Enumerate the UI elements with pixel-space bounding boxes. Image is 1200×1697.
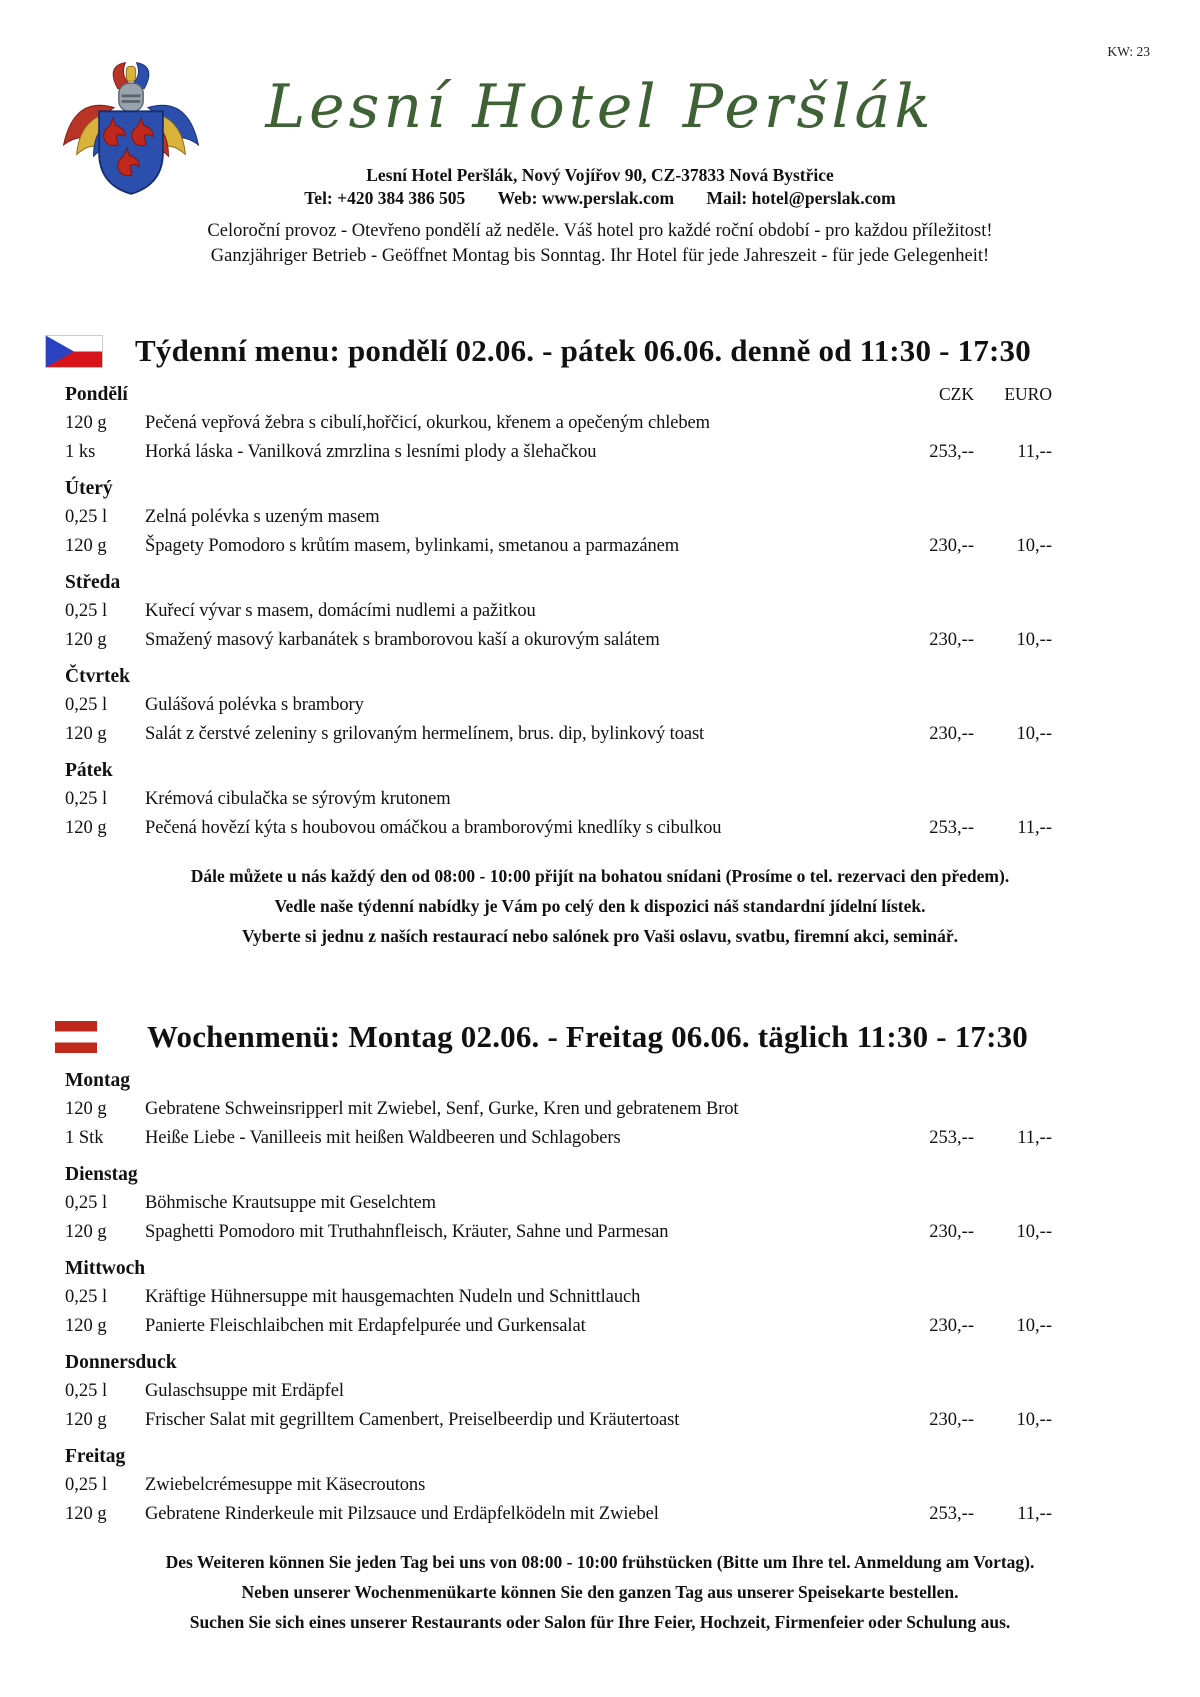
item-quantity: 120 g	[65, 1410, 107, 1430]
menu-note: Dále můžete u nás každý den od 08:00 - 10:00 přijít na bohatou snídani (Prosíme o tel. rezervaci den předem).	[190, 866, 1010, 886]
hotel-crest-logo	[56, 60, 206, 202]
item-description: Salát z čerstvé zeleniny s grilovaným hermelínem, brus. dip, bylinkový toast	[145, 724, 705, 744]
currency-header-euro: EURO	[1004, 384, 1052, 404]
item-description: Gebratene Schweinsripperl mit Zwiebel, Senf, Gurke, Kren und gebratenem Brot	[145, 1099, 739, 1119]
item-price-euro: 11,--	[1017, 442, 1052, 462]
day-header-row	[0, 1254, 1200, 1283]
menu-item-row	[0, 1377, 1200, 1406]
menu-item-row	[0, 626, 1200, 655]
info-line-german: Ganzjähriger Betrieb - Geöffnet Montag bis Sonntag. Ihr Hotel für jede Jahreszeit - für jede Gelegenheit!	[210, 246, 990, 266]
menu-item-row	[0, 1312, 1200, 1341]
day-header-row	[0, 756, 1200, 785]
item-price-czk: 253,--	[929, 1128, 974, 1148]
german-menu-heading: Wochenmenü: Montag 02.06. - Freitag 06.06. täglich 11:30 - 17:30	[147, 1019, 1029, 1054]
day-header-row	[0, 1442, 1200, 1471]
item-quantity: 0,25 l	[65, 695, 108, 715]
item-price-czk: 230,--	[929, 1222, 974, 1242]
hotel-contact-line	[40, 187, 1160, 210]
menu-item-row	[0, 1283, 1200, 1312]
czech-menu-heading: Týdenní menu: pondělí 02.06. - pátek 06.06. denně od 11:30 - 17:30	[135, 333, 1031, 368]
item-price-czk: 230,--	[929, 724, 974, 744]
day-header-row	[0, 474, 1200, 503]
czech-menu-table	[0, 380, 1200, 843]
item-description: Böhmische Krautsuppe mit Geselchtem	[145, 1193, 436, 1213]
item-quantity: 1 ks	[65, 442, 96, 462]
info-line-czech: Celoroční provoz - Otevřeno pondělí až neděle. Váš hotel pro každé roční období - pro každou příležitost!	[207, 221, 993, 241]
item-price-czk: 230,--	[929, 630, 974, 650]
menu-item-row	[0, 720, 1200, 749]
day-name: Montag	[65, 1070, 130, 1091]
menu-item-row	[0, 503, 1200, 532]
menu-note: Vedle naše týdenní nabídky je Vám po celý den k dispozici náš standardní jídelní lístek.	[274, 896, 926, 916]
german-weekly-menu-section	[0, 1015, 1200, 1637]
menu-note: Suchen Sie sich eines unserer Restaurants oder Salon für Ihre Feier, Hochzeit, Firmenfeier oder Schulung aus.	[189, 1612, 1011, 1632]
item-description: Panierte Fleischlaibchen mit Erdapfelpurée und Gurkensalat	[145, 1316, 586, 1336]
menu-item-row	[0, 814, 1200, 843]
day-block	[0, 380, 1200, 467]
day-block	[0, 1348, 1200, 1435]
menu-item-row	[0, 1095, 1200, 1124]
item-price-czk: 230,--	[929, 1316, 974, 1336]
hotel-email: Mail: hotel@perslak.com	[706, 188, 896, 208]
day-block	[0, 756, 1200, 843]
item-quantity: 120 g	[65, 630, 107, 650]
item-price-czk: 253,--	[929, 818, 974, 838]
german-menu-table	[0, 1066, 1200, 1529]
coat-of-arms-icon	[56, 60, 206, 202]
menu-item-row	[0, 785, 1200, 814]
item-price-euro: 10,--	[1016, 536, 1052, 556]
item-quantity: 0,25 l	[65, 1287, 108, 1307]
item-description: Horká láska - Vanilková zmrzlina s lesními plody a šlehačkou	[145, 442, 597, 462]
item-quantity: 1 Stk	[65, 1128, 104, 1148]
item-description: Kuřecí vývar s masem, domácími nudlemi a pažitkou	[145, 601, 536, 621]
item-price-euro: 10,--	[1016, 724, 1052, 744]
item-description: Smažený masový karbanátek s bramborovou kaší a okurovým salátem	[145, 630, 660, 650]
item-description: Gebratene Rinderkeule mit Pilzsauce und Erdäpfelködeln mit Zwiebel	[145, 1504, 659, 1524]
day-block	[0, 568, 1200, 655]
item-quantity: 0,25 l	[65, 1381, 108, 1401]
item-price-euro: 11,--	[1017, 818, 1052, 838]
hotel-address: Lesní Hotel Peršlák, Nový Vojířov 90, CZ-37833 Nová Bystřice	[366, 165, 834, 185]
item-description: Gulášová polévka s brambory	[145, 695, 364, 715]
day-name: Čtvrtek	[65, 666, 130, 687]
day-name: Freitag	[65, 1446, 126, 1467]
item-description: Frischer Salat mit gegrilltem Camenbert, Preiselbeerdip und Kräutertoast	[145, 1410, 680, 1430]
item-description: Spaghetti Pomodoro mit Truthahnfleisch, Kräuter, Sahne und Parmesan	[145, 1222, 669, 1242]
hotel-title: Lesní Hotel Peršlák	[265, 72, 935, 142]
item-price-czk: 253,--	[929, 1504, 974, 1524]
czech-flag-icon	[45, 335, 103, 368]
item-quantity: 120 g	[65, 413, 107, 433]
day-header-row	[0, 1066, 1200, 1095]
day-header-row	[0, 1348, 1200, 1377]
hotel-phone: Tel: +420 384 386 505	[304, 188, 466, 208]
menu-item-row	[0, 1124, 1200, 1153]
item-quantity: 120 g	[65, 818, 107, 838]
item-quantity: 0,25 l	[65, 1475, 108, 1495]
menu-item-row	[0, 1406, 1200, 1435]
czech-menu-notes	[0, 861, 1200, 951]
menu-item-row	[0, 409, 1200, 438]
item-description: Zelná polévka s uzeným masem	[145, 507, 380, 527]
day-name: Mittwoch	[65, 1258, 146, 1279]
item-quantity: 120 g	[65, 724, 107, 744]
menu-note: Neben unserer Wochenmenükarte können Sie den ganzen Tag aus unserer Speisekarte bestellen.	[241, 1582, 959, 1602]
item-price-euro: 10,--	[1016, 1410, 1052, 1430]
item-price-czk: 230,--	[929, 536, 974, 556]
week-number-label: KW: 23	[1107, 44, 1150, 59]
day-header-row	[0, 568, 1200, 597]
item-description: Zwiebelcrémesuppe mit Käsecroutons	[145, 1475, 426, 1495]
item-price-euro: 10,--	[1016, 630, 1052, 650]
menu-item-row	[0, 1218, 1200, 1247]
item-quantity: 120 g	[65, 1222, 107, 1242]
day-header-row	[0, 1160, 1200, 1189]
item-description: Krémová cibulačka se sýrovým krutonem	[145, 789, 451, 809]
document-header	[0, 0, 1200, 269]
item-price-euro: 10,--	[1016, 1316, 1052, 1336]
day-block	[0, 1066, 1200, 1153]
item-quantity: 0,25 l	[65, 1193, 108, 1213]
day-block	[0, 1254, 1200, 1341]
day-name: Úterý	[65, 478, 113, 499]
currency-header-czk: CZK	[939, 384, 974, 404]
menu-note: Vyberte si jednu z naších restaurací nebo salónek pro Vaši oslavu, svatbu, firemní akci, seminář.	[242, 926, 958, 946]
menu-note: Des Weiteren können Sie jeden Tag bei uns von 08:00 - 10:00 frühstücken (Bitte um Ihre tel. Anmeldung am Vortag).	[165, 1552, 1035, 1572]
menu-item-row	[0, 597, 1200, 626]
item-description: Pečená hovězí kýta s houbovou omáčkou a bramborovými knedlíky s cibulkou	[145, 818, 722, 838]
item-description: Kräftige Hühnersuppe mit hausgemachten Nudeln und Schnittlauch	[145, 1287, 641, 1307]
hotel-website: Web: www.perslak.com	[497, 188, 675, 208]
day-block	[0, 1160, 1200, 1247]
item-price-czk: 230,--	[929, 1410, 974, 1430]
item-quantity: 120 g	[65, 1504, 107, 1524]
item-quantity: 120 g	[65, 1099, 107, 1119]
menu-item-row	[0, 1500, 1200, 1529]
austrian-flag-icon	[55, 1021, 97, 1053]
item-quantity: 120 g	[65, 1316, 107, 1336]
item-price-euro: 10,--	[1016, 1222, 1052, 1242]
item-description: Gulaschsuppe mit Erdäpfel	[145, 1381, 344, 1401]
day-name: Středa	[65, 572, 121, 593]
item-description: Pečená vepřová žebra s cibulí,hořčicí, okurkou, křenem a opečeným chlebem	[145, 413, 710, 433]
item-price-czk: 253,--	[929, 442, 974, 462]
item-quantity: 0,25 l	[65, 601, 108, 621]
item-description: Heiße Liebe - Vanilleeis mit heißen Waldbeeren und Schlagobers	[145, 1128, 621, 1148]
czech-weekly-menu-section	[0, 329, 1200, 951]
menu-item-row	[0, 532, 1200, 561]
day-block	[0, 474, 1200, 561]
day-name: Pátek	[65, 760, 113, 781]
item-quantity: 120 g	[65, 536, 107, 556]
day-header-row	[0, 380, 1200, 409]
german-menu-notes	[0, 1547, 1200, 1637]
day-header-row	[0, 662, 1200, 691]
day-name: Pondělí	[65, 384, 128, 405]
menu-item-row	[0, 1471, 1200, 1500]
item-quantity: 0,25 l	[65, 507, 108, 527]
item-description: Špagety Pomodoro s krůtím masem, bylinkami, smetanou a parmazánem	[145, 536, 680, 556]
menu-item-row	[0, 438, 1200, 467]
day-name: Dienstag	[65, 1164, 138, 1185]
menu-item-row	[0, 1189, 1200, 1218]
day-block	[0, 662, 1200, 749]
day-block	[0, 1442, 1200, 1529]
item-price-euro: 11,--	[1017, 1504, 1052, 1524]
item-quantity: 0,25 l	[65, 789, 108, 809]
menu-item-row	[0, 691, 1200, 720]
item-price-euro: 11,--	[1017, 1128, 1052, 1148]
day-name: Donnersduck	[65, 1352, 177, 1373]
